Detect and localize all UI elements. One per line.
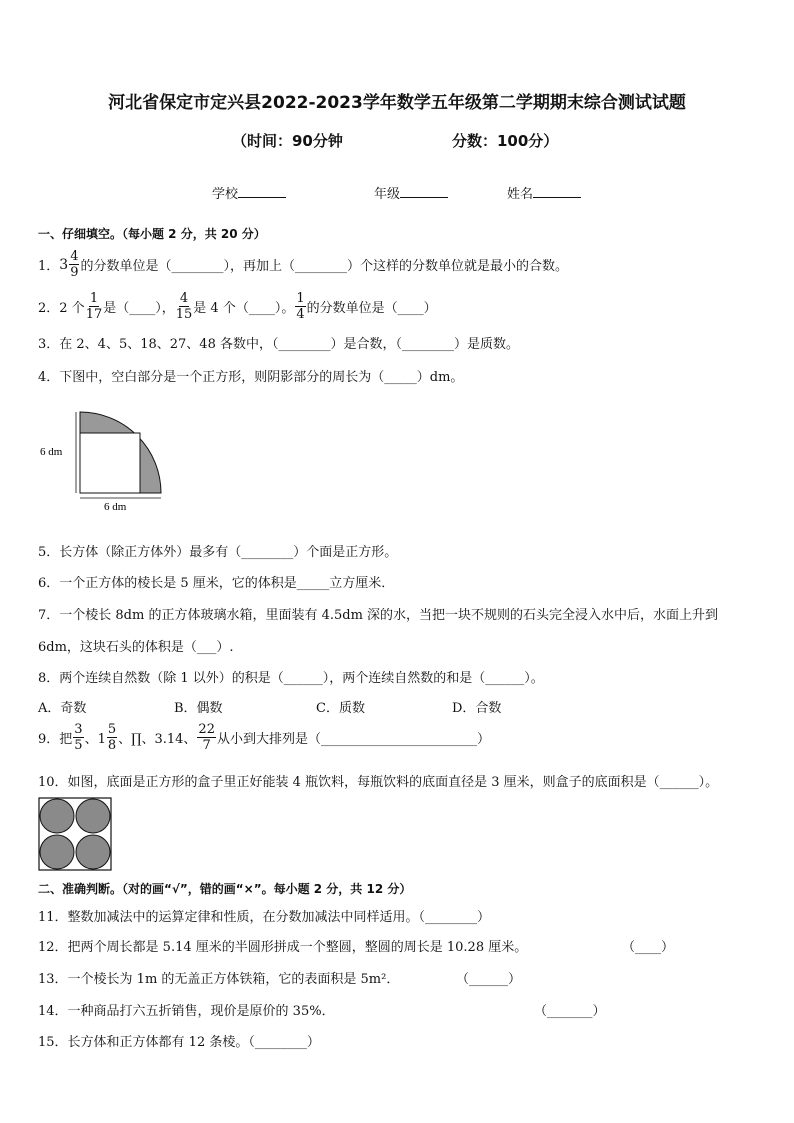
bottle-circle — [76, 799, 110, 833]
question-13-answer[interactable]: （______） — [456, 972, 522, 987]
question-1: 1． 3 $\frac{4}{9}$ 的分数单位是（________），再加上（________）个这样的分数单位就是最小的合数。 — [38, 249, 568, 280]
option-b: B．偶数 — [174, 701, 223, 716]
bottle-circle — [40, 835, 74, 869]
question-12-answer[interactable]: （____） — [622, 940, 675, 955]
question-14: 14．一种商品打六五折销售，现价是原价的 35%． — [38, 1004, 335, 1019]
page-title: 河北省保定市定兴县2022-2023学年数学五年级第二学期期末综合测试试题 — [108, 93, 686, 113]
question-10: 10．如图，底面是正方形的盒子里正好能装 4 瓶饮料，每瓶饮料的底面直径是 3 厘米，则盒子的底面积是（______）。 — [38, 775, 719, 790]
option-d: D．合数 — [452, 701, 502, 716]
question-13: 13．一个棱长为 1m 的无盖正方体铁箱，它的表面积是 5m²． — [38, 972, 400, 987]
question-6: 6．一个正方体的棱长是 5 厘米，它的体积是_____立方厘米． — [38, 576, 395, 591]
exam-score: 分数：100分） — [452, 132, 559, 150]
left-label: 6 dm — [40, 446, 63, 458]
bottom-label: 6 dm — [104, 501, 127, 513]
question-12: 12．把两个周长都是 5.14 厘米的半圆形拼成一个整圆，整圆的周长是 10.28 厘米。 — [38, 940, 528, 955]
grade-field[interactable]: 年级 — [374, 183, 448, 202]
question-2: 2．2 个 $\frac{1}{17}$ 是（____）， $\frac{4}{15}$ 是 4 个（____）。 $\frac{1}{4}$ 的分数单位是（____） — [38, 291, 437, 322]
quarter-circle-figure — [38, 406, 168, 516]
school-field[interactable]: 学校 — [212, 183, 286, 202]
bottles-box-figure — [38, 797, 112, 871]
exam-time: （时间：90分钟 — [232, 132, 343, 150]
question-4: 4．下图中，空白部分是一个正方形，则阴影部分的周长为（_____）dm。 — [38, 370, 464, 385]
name-field[interactable]: 姓名 — [507, 183, 581, 202]
question-14-answer[interactable]: （_______） — [534, 1004, 606, 1019]
option-c: C．质数 — [316, 701, 365, 716]
question-3: 3．在 2、4、5、18、27、48 各数中，（________）是合数，（________）是质数。 — [38, 337, 519, 352]
question-5: 5．长方体（除正方体外）最多有（________）个面是正方形。 — [38, 545, 398, 560]
section-1-heading: 一、仔细填空。（每小题 2 分，共 20 分） — [38, 227, 266, 241]
question-11: 11．整数加减法中的运算定律和性质，在分数加减法中同样适用。（________） — [38, 910, 491, 925]
blank-square — [80, 433, 140, 493]
question-8: 8．两个连续自然数（除 1 以外）的积是（______），两个连续自然数的和是（______）。 — [38, 671, 544, 686]
bottle-circle — [76, 835, 110, 869]
question-7-line1: 7．一个棱长 8dm 的正方体玻璃水箱，里面装有 4.5dm 深的水，当把一块不规则的石头完全浸入水中后，水面上升到 — [38, 608, 719, 623]
bottle-circle — [40, 799, 74, 833]
question-15: 15．长方体和正方体都有 12 条棱。（________） — [38, 1035, 320, 1050]
option-a: A．奇数 — [38, 701, 87, 716]
question-7-line2: 6dm，这块石头的体积是（___）. — [38, 640, 234, 655]
question-9: 9．把 $\frac{3}{5}$ 、1 $\frac{5}{8}$ 、∏、3.14、 $\frac{22}{7}$ 从小到大排列是（________________________） — [38, 722, 490, 753]
section-2-heading: 二、准确判断。（对的画“√”，错的画“×”。每小题 2 分，共 12 分） — [38, 882, 412, 896]
